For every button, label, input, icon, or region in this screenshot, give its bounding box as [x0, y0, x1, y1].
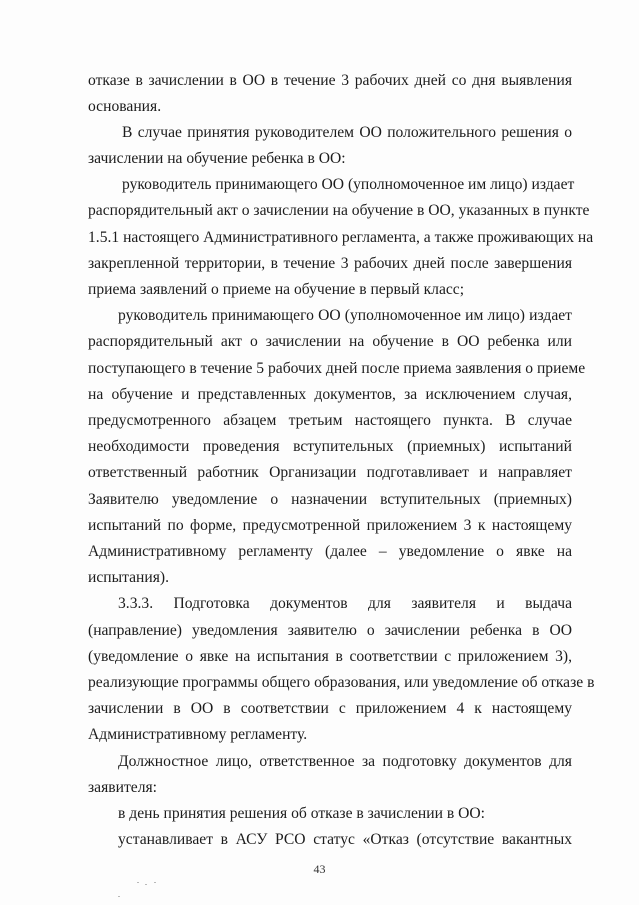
text-line: приема заявлений о приеме на обучение в первый класс;	[88, 281, 465, 298]
text-line: руководитель принимающего ОО (уполномоченное им лицо) издает	[118, 307, 572, 324]
text-line: основания.	[88, 98, 162, 115]
scan-speck	[137, 882, 139, 883]
text-line: отказе в зачислении в ОО в течение 3 рабочих дней со дня выявления	[88, 72, 572, 89]
scan-speck	[145, 884, 147, 885]
text-line: испытаний по форме, предусмотренной приложением 3 к настоящему	[88, 517, 572, 534]
text-line: необходимости проведения вступительных (приемных) испытаний	[88, 438, 572, 455]
text-line: 1.5.1 настоящего Административного регламента, а также проживающих на	[88, 229, 594, 246]
text-line: на обучение и представленных документов, за исключением случая,	[88, 386, 572, 403]
text-line: закрепленной территории, в течение 3 рабочих дней после завершения	[88, 255, 572, 272]
text-line: Административному регламенту (далее – уведомление о явке на	[88, 543, 572, 560]
text-line: (направление) уведомления заявителю о зачислении ребенка в ОО	[88, 622, 572, 639]
text-line: ответственный работник Организации подготавливает и направляет	[88, 464, 572, 481]
text-line: В случае принятия руководителем ОО положительного решения о	[122, 124, 572, 141]
text-line: (уведомление о явке на испытания в соответствии с приложением 3),	[88, 648, 572, 665]
text-line: устанавливает в АСУ РСО статус «Отказ (отсутствие вакантных	[118, 831, 572, 848]
text-line: зачислении в ОО в соответствии с приложением 4 к настоящему	[88, 700, 572, 717]
text-line: реализующие программы общего образования, или уведомление об отказе в	[88, 674, 595, 691]
text-line: Заявителю уведомление о назначении вступительных (приемных)	[88, 491, 572, 508]
text-line: распорядительный акт о зачислении на обучение в ОО ребенка или	[88, 333, 572, 350]
text-line: поступающего в течение 5 рабочих дней после приема заявления о приеме	[88, 360, 586, 377]
text-line: в день принятия решения об отказе в зачислении в ОО:	[118, 805, 485, 822]
text-line: Административному регламенту.	[88, 726, 308, 743]
text-line: руководитель принимающего ОО (уполномоченное им лицо) издает	[122, 176, 575, 193]
text-line: распорядительный акт о зачислении на обучение в ОО, указанных в пункте	[88, 202, 590, 219]
page-number: 43	[313, 862, 326, 876]
text-line: Должностное лицо, ответственное за подготовку документов для	[118, 753, 572, 770]
text-line: испытания).	[88, 569, 169, 586]
scan-speck	[154, 882, 156, 883]
text-line: 3.3.3. Подготовка документов для заявителя и выдача	[118, 595, 572, 612]
text-line: заявителя:	[88, 779, 157, 796]
text-line: зачислении на обучение ребенка в ОО:	[88, 150, 346, 167]
scan-speck	[118, 896, 120, 897]
text-line: предусмотренного абзацем третьим настоящего пункта. В случае	[88, 412, 572, 429]
